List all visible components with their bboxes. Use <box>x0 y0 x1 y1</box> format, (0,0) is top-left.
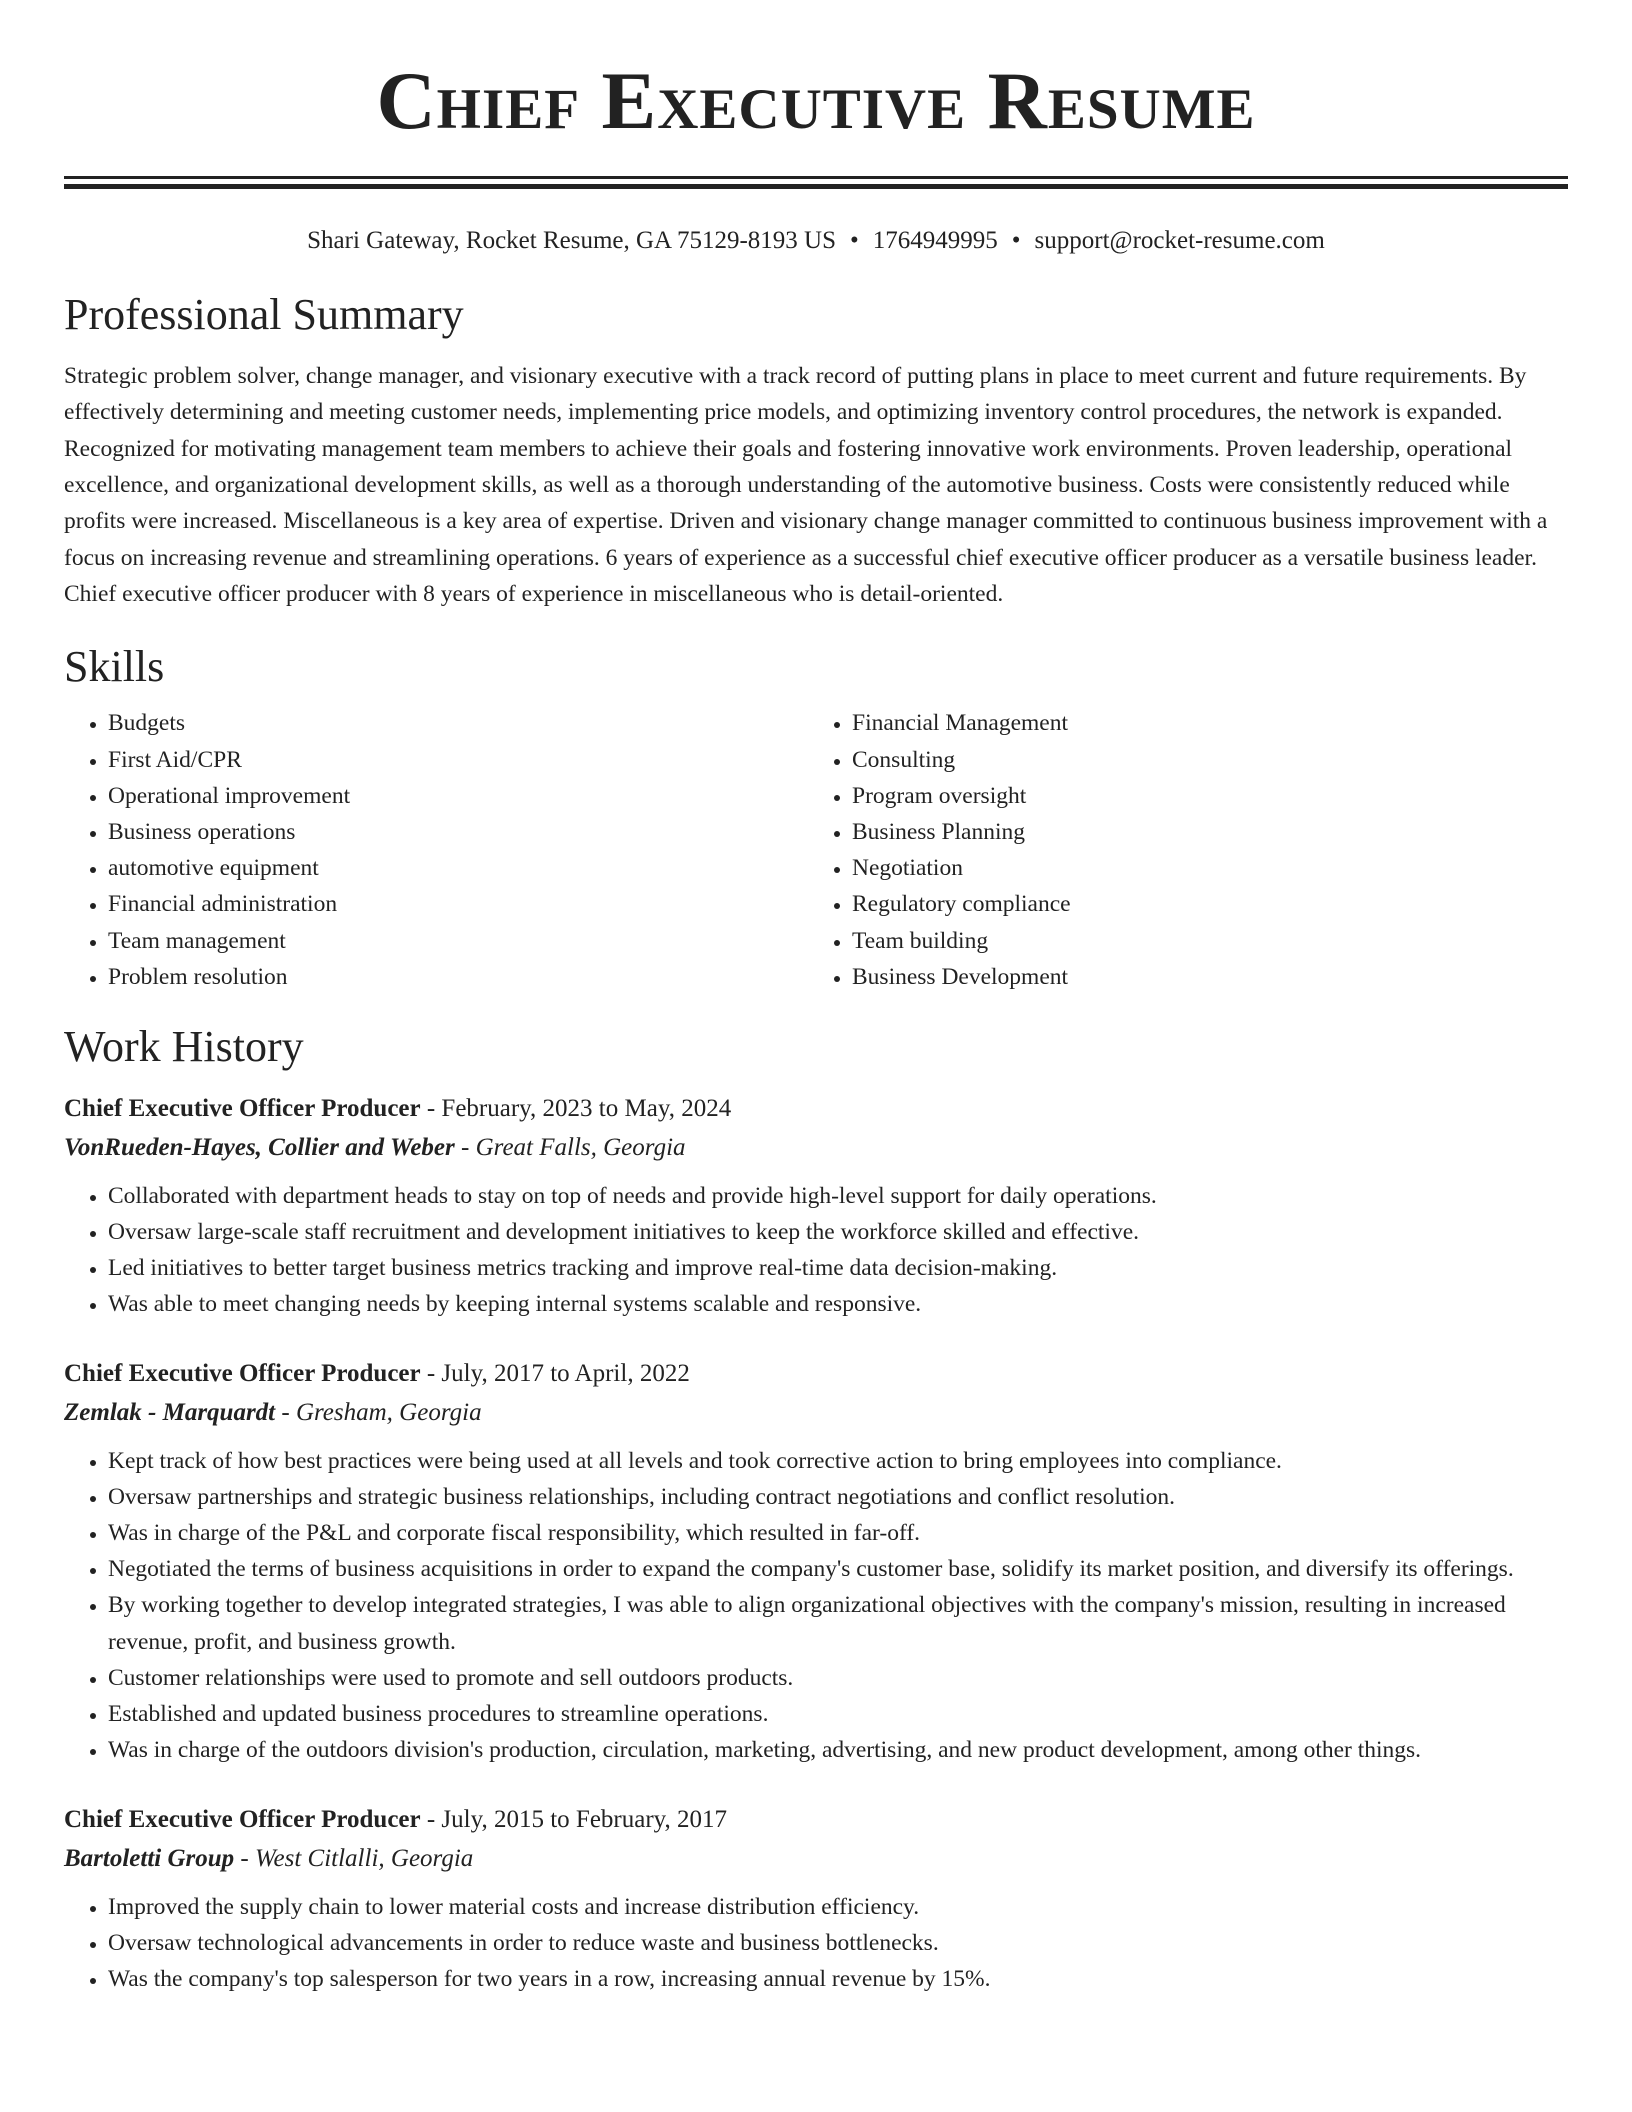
job-duty: • Kept track of how best practices were being used at all levels and took corrective action to bring employees into compliance. <box>108 1443 1568 1479</box>
job-role: Chief Executive Officer Producer <box>64 1805 421 1833</box>
skill-item: • Financial administration <box>108 886 808 922</box>
skill-item: • Regulatory compliance <box>852 886 1552 922</box>
job-duty: • By working together to develop integrated strategies, I was able to align organizational objectives with the company's mission, resulting in increased revenue, profit, and business growth. <box>108 1587 1568 1659</box>
job-duty: • Oversaw partnerships and strategic business relationships, including contract negotiations and conflict resolution. <box>108 1479 1568 1515</box>
skills-column-left <box>64 705 808 995</box>
job-entry <box>64 1355 1568 1769</box>
resume-title: Chief Executive Resume <box>376 55 1256 146</box>
job-header <box>64 1801 1568 1839</box>
job-duty: • Led initiatives to better target business metrics tracking and improve real-time data decision-making. <box>108 1250 1568 1286</box>
skill-item: • Financial Management <box>852 705 1552 741</box>
contact-address: Shari Gateway, Rocket Resume, GA 75129-8193 US <box>307 227 837 254</box>
skill-item: • automotive equipment <box>108 850 808 886</box>
work-history-heading: Work History <box>64 1022 304 1072</box>
title-divider <box>64 176 1568 189</box>
contact-phone: 1764949995 <box>872 227 998 254</box>
job-company: Zemlak - Marquardt <box>64 1398 276 1426</box>
skills-column-right <box>808 705 1552 995</box>
job-employer <box>64 1393 1568 1433</box>
job-duty: • Oversaw large-scale staff recruitment and development initiatives to keep the workforce skilled and effective. <box>108 1214 1568 1250</box>
job-dates: - February, 2023 to May, 2024 <box>420 1094 732 1122</box>
job-role: Chief Executive Officer Producer <box>64 1094 421 1122</box>
job-header <box>64 1355 1568 1393</box>
job-duties <box>64 1178 1568 1323</box>
job-location: - Gresham, Georgia <box>275 1398 482 1426</box>
job-role: Chief Executive Officer Producer <box>64 1359 421 1387</box>
job-duty: • Oversaw technological advancements in order to reduce waste and business bottlenecks. <box>108 1925 1568 1961</box>
job-duty: • Was in charge of the outdoors division's production, circulation, marketing, advertising, and new product development, among other things. <box>108 1732 1568 1768</box>
job-entry <box>64 1090 1568 1323</box>
skill-item: • Team management <box>108 923 808 959</box>
skills-list <box>64 705 1568 995</box>
summary-text: Strategic problem solver, change manager, and visionary executive with a track record of putting plans in place to meet current and future requirements. By effectively determining and meeting customer needs, implementing price models, and optimizing inventory control procedures, the network is expanded. Recognized for motivating management team members to achieve their goals and fostering innovative work environments. Proven leadership, operational excellence, and organizational development skills, as well as a thorough understanding of the automotive business. Costs were consistently reduced while profits were increased. Miscellaneous is a key area of expertise. Driven and visionary change manager committed to continuous business improvement with a focus on increasing revenue and streamlining operations. 6 years of experience as a successful chief executive officer producer as a versatile business leader. Chief executive officer producer with 8 years of experience in miscellaneous who is detail-oriented. <box>64 362 1548 608</box>
job-duty: • Improved the supply chain to lower material costs and increase distribution efficiency. <box>108 1889 1568 1925</box>
skill-item: • First Aid/CPR <box>108 742 808 778</box>
contact-separator: • <box>1011 227 1021 254</box>
job-company: VonRueden-Hayes, Collier and Weber <box>64 1133 455 1161</box>
job-employer <box>64 1128 1568 1168</box>
skill-item: • Problem resolution <box>108 959 808 995</box>
skill-item: • Negotiation <box>852 850 1552 886</box>
skill-item: • Business operations <box>108 814 808 850</box>
summary-heading: Professional Summary <box>64 290 464 339</box>
job-duty: • Was able to meet changing needs by keeping internal systems scalable and responsive. <box>108 1286 1568 1322</box>
skill-item: • Consulting <box>852 742 1552 778</box>
job-employer <box>64 1839 1568 1879</box>
job-duty: • Negotiated the terms of business acquisitions in order to expand the company's customer base, solidify its market position, and diversify its offerings. <box>108 1551 1568 1587</box>
skill-item: • Operational improvement <box>108 778 808 814</box>
skill-item: • Business Development <box>852 959 1552 995</box>
job-dates: - July, 2015 to February, 2017 <box>420 1805 728 1833</box>
job-company: Bartoletti Group <box>64 1844 235 1872</box>
job-dates: - July, 2017 to April, 2022 <box>420 1359 690 1387</box>
job-duty: • Customer relationships were used to promote and sell outdoors products. <box>108 1660 1568 1696</box>
contact-line <box>64 225 1568 257</box>
job-duties <box>64 1443 1568 1769</box>
skills-heading: Skills <box>64 641 165 691</box>
skill-item: • Program oversight <box>852 778 1552 814</box>
job-duty: • Was in charge of the P&L and corporate fiscal responsibility, which resulted in far-off. <box>108 1515 1568 1551</box>
job-location: - West Citlalli, Georgia <box>234 1844 474 1872</box>
job-duty: • Was the company's top salesperson for two years in a row, increasing annual revenue by 15%. <box>108 1961 1568 1997</box>
job-entry <box>64 1801 1568 1998</box>
job-duties <box>64 1889 1568 1998</box>
contact-email[interactable]: support@rocket-resume.com <box>1034 227 1325 254</box>
contact-separator: • <box>850 227 859 254</box>
job-location: - Great Falls, Georgia <box>454 1133 686 1161</box>
skill-item: • Budgets <box>108 705 808 741</box>
skill-item: • Business Planning <box>852 814 1552 850</box>
job-duty: • Collaborated with department heads to stay on top of needs and provide high-level support for daily operations. <box>108 1178 1568 1214</box>
job-duty: • Established and updated business procedures to streamline operations. <box>108 1696 1568 1732</box>
job-header <box>64 1090 1568 1128</box>
skill-item: • Team building <box>852 923 1552 959</box>
